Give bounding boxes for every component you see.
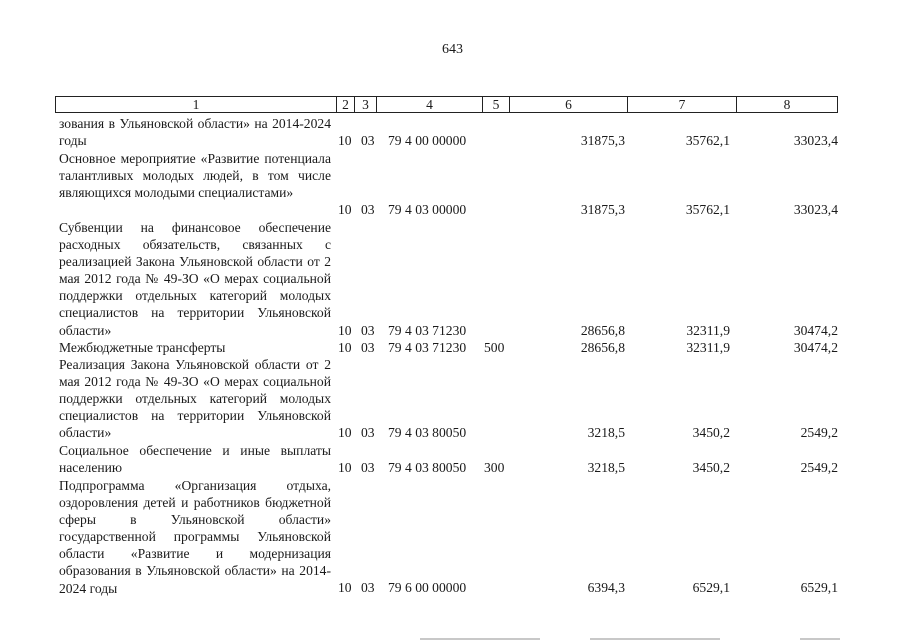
amount-col-7: 3450,2 [692,460,730,475]
row-name: зования в Ульяновской области» на 2014-2024 годы [59,116,331,149]
subsection-code: 03 [361,425,375,440]
amount-col-7: 35762,1 [685,202,730,217]
row-values [0,459,905,476]
amount-col-8: 33023,4 [793,202,838,217]
subsection-code: 03 [361,340,375,355]
expense-type-code: 500 [484,340,505,355]
table-column-header [55,96,838,113]
amount-col-7: 32311,9 [686,340,730,355]
section-code: 10 [338,580,352,595]
row-name: Субвенции на финансовое обеспечение расходных обязательств, связанных с реализацией Закона Ульяновской области от 2 мая 2012 года № 49-ЗО «О мерах социальной поддержки отдельных категорий молодых специалистов на территории Ульяновской области» [59,220,331,338]
column-header-6: 6 [509,96,628,113]
subsection-code: 03 [361,460,375,475]
section-code: 10 [338,323,352,338]
row-values [0,201,905,218]
row-values [0,339,905,356]
page-number: 643 [442,42,463,57]
row-values [0,132,905,149]
section-code: 10 [338,202,352,217]
row-name: Подпрограмма «Организация отдыха, оздоровления детей и работников бюджетной сферы в Ульяновской области» государственной программы Ульяновской области «Развитие и модернизация образования в Ульяновской области» на 2014-2024 годы [59,478,331,596]
target-article-code: 79 4 03 71230 [388,323,467,338]
target-article-code: 79 4 00 00000 [388,133,467,148]
target-article-code: 79 4 03 00000 [388,202,467,217]
row-values [0,322,905,339]
column-header-7: 7 [627,96,737,113]
amount-col-7: 6529,1 [692,580,730,595]
amount-col-8: 33023,4 [793,133,838,148]
row-name: Социальное обеспечение и иные выплаты населению [59,443,331,476]
target-article-code: 79 4 03 80050 [388,460,467,475]
column-header-5: 5 [482,96,510,113]
section-code: 10 [338,133,352,148]
amount-col-8: 2549,2 [800,460,838,475]
column-header-1: 1 [55,96,337,113]
amount-col-7: 3450,2 [692,425,730,440]
amount-col-8: 30474,2 [793,340,838,355]
amount-col-6: 28656,8 [580,340,625,355]
amount-col-6: 31875,3 [580,133,625,148]
subsection-code: 03 [361,133,375,148]
column-header-2: 2 [336,96,355,113]
target-article-code: 79 4 03 71230 [388,340,467,355]
amount-col-6: 28656,8 [580,323,625,338]
subsection-code: 03 [361,202,375,217]
section-code: 10 [338,460,352,475]
column-header-3: 3 [354,96,377,113]
row-values [0,424,905,441]
amount-col-6: 31875,3 [580,202,625,217]
row-name: Реализация Закона Ульяновской области от 2 мая 2012 года № 49-ЗО «О мерах социальной поддержки отдельных категорий молодых специалистов на территории Ульяновской области» [59,357,331,441]
column-header-8: 8 [736,96,838,113]
column-header-4: 4 [376,96,483,113]
amount-col-7: 32311,9 [686,323,730,338]
section-code: 10 [338,425,352,440]
target-article-code: 79 4 03 80050 [388,425,467,440]
subsection-code: 03 [361,323,375,338]
amount-col-6: 3218,5 [587,425,625,440]
amount-col-8: 6529,1 [800,580,838,595]
amount-col-6: 3218,5 [587,460,625,475]
row-name: Межбюджетные трансферты [59,340,226,355]
amount-col-8: 30474,2 [793,323,838,338]
row-values [0,579,905,596]
target-article-code: 79 6 00 00000 [388,580,467,595]
amount-col-7: 35762,1 [685,133,730,148]
row-name: Основное мероприятие «Развитие потенциала талантливых молодых людей, в том числе являющихся молодыми специалистами» [59,151,331,201]
section-code: 10 [338,340,352,355]
subsection-code: 03 [361,580,375,595]
amount-col-8: 2549,2 [800,425,838,440]
amount-col-6: 6394,3 [587,580,625,595]
expense-type-code: 300 [484,460,505,475]
